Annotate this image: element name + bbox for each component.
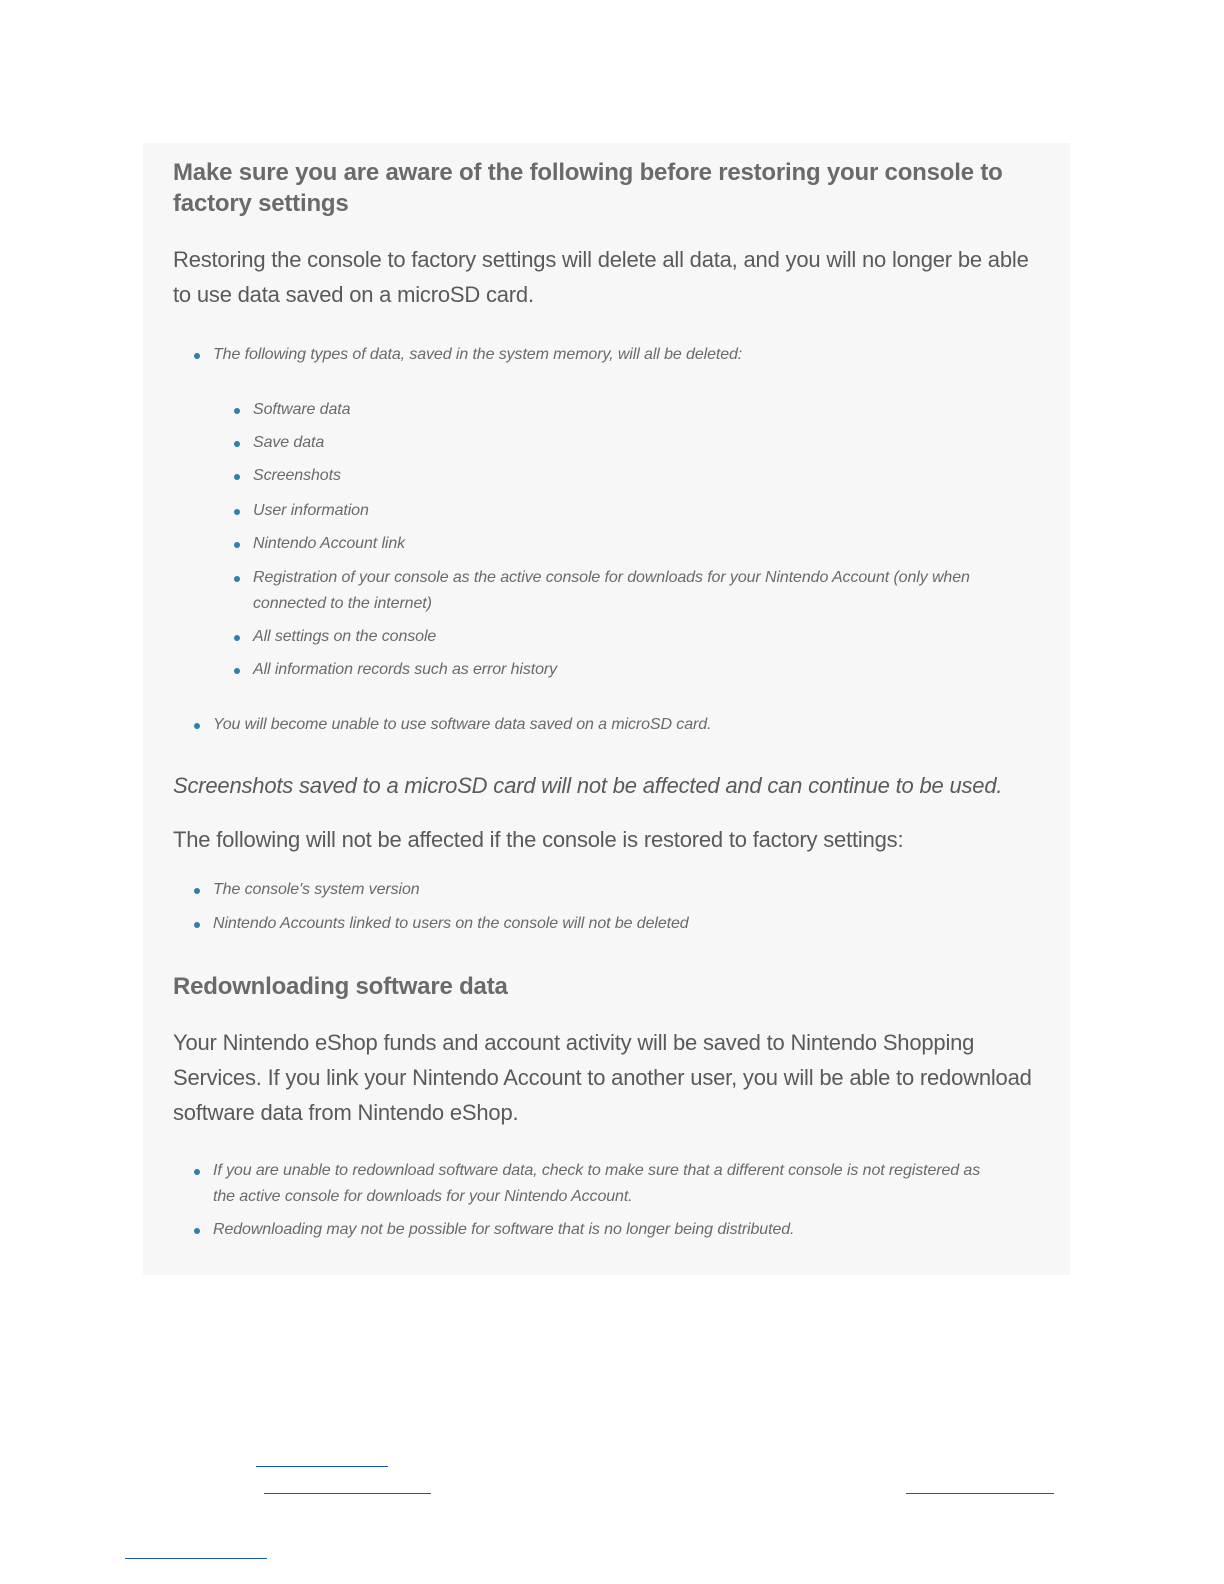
list-item: All settings on the console bbox=[253, 624, 1040, 650]
list-item: Software data bbox=[253, 397, 1040, 423]
list-item: The console's system version bbox=[213, 877, 1040, 903]
screenshot-panel bbox=[143, 143, 1070, 1275]
list-item: User information bbox=[253, 498, 1040, 524]
list-item: Redownloading may not be possible for software that is no longer being distributed. bbox=[213, 1217, 1040, 1243]
list-item: If you are unable to redownload software data, check to make sure that a different console is not registered as the active console for downloads for your Nintendo Account. bbox=[213, 1158, 1003, 1210]
section-heading-redownloading: Redownloading software data bbox=[173, 973, 508, 1000]
redownload-notes-list bbox=[173, 1158, 1040, 1243]
deleted-data-sublist bbox=[173, 397, 1040, 683]
list-item: Nintendo Accounts linked to users on the console will not be deleted bbox=[213, 911, 1040, 937]
screenshot-note: Screenshots saved to a microSD card will not be affected and can continue to be used. bbox=[173, 773, 1003, 798]
hyperlink-underline[interactable] bbox=[906, 1493, 1054, 1494]
hyperlink-underline[interactable] bbox=[264, 1493, 431, 1494]
intro-paragraph: Restoring the console to factory settings will delete all data, and you will no longer be able to use data saved on a microSD card. bbox=[173, 247, 1029, 307]
list-item: Screenshots bbox=[253, 463, 1040, 489]
hyperlink-underline[interactable] bbox=[125, 1558, 267, 1559]
list-item: All information records such as error history bbox=[253, 657, 1040, 683]
list-item: You will become unable to use software data saved on a microSD card. bbox=[213, 712, 1040, 738]
hyperlink-underline[interactable] bbox=[256, 1466, 388, 1467]
unaffected-list bbox=[173, 877, 1040, 937]
list-item: The following types of data, saved in the system memory, will all be deleted: bbox=[213, 342, 1040, 368]
section-heading-factory-reset: Make sure you are aware of the following before restoring your console to factory settings bbox=[173, 159, 1003, 217]
unaffected-intro: The following will not be affected if the console is restored to factory settings: bbox=[173, 827, 904, 852]
list-item: Registration of your console as the active console for downloads for your Nintendo Account (only when connected to the internet) bbox=[253, 565, 1013, 617]
list-item: Nintendo Account link bbox=[253, 531, 1040, 557]
deleted-data-list bbox=[173, 342, 1040, 368]
list-item: Save data bbox=[253, 430, 1040, 456]
microsd-warning-list bbox=[173, 712, 1040, 738]
redownload-paragraph: Your Nintendo eShop funds and account activity will be saved to Nintendo Shopping Services. If you link your Nintendo Account to another user, you will be able to redownload software data from Nintendo eShop. bbox=[173, 1030, 1032, 1125]
